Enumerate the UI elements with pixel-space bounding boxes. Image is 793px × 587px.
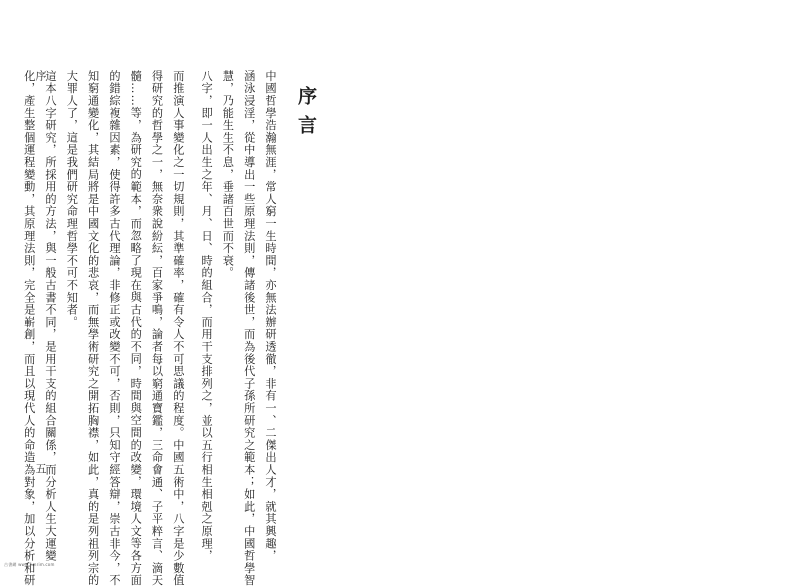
text-column: 這本八字研究，所採用的方法，與一般古書不同，是用干支的組合關係，而分析人生大運變 [44,70,58,562]
text-column: 得研究的哲學之一，無奈衆說紛紜，百家爭鳴，論者每以窮通寶鑑，三命會通、子平粹言、滴天 [150,70,164,587]
text-column: 化，產生整個運程變動，其原理法則，完全是嶄創，而且以現代人的命造為對象，加以分析和研 [22,70,36,587]
text-column: 中國哲學浩瀚無涯，常人窮一生時間，亦無法辦研透徹，非有一、二傑出人才，就其興趣， [264,70,277,562]
text-column: 髓……等，為研究的範本，而忽略了現在與古代的不同，時間與空間的改變，環境人文等各方面 [129,70,143,587]
text-column: 涵泳浸淫，從中導出一些原理法則，傳諸後世，而為後代子孫所研究之範本；如此，中國哲學智 [242,70,256,587]
watermark-text: 古書網 www.funrim.com [4,562,55,567]
text-column: 的錯綜複雜因素，使得許多古代理論，非修正或改變不可，否則，只知守經答辯，崇古非今，不 [107,70,121,587]
text-column: 大罪人了，這是我們研究命理哲學不可不知者。 [65,70,79,329]
text-column: 慧，乃能生生不息，垂諸百世而不衰。 [221,70,235,280]
text-column: 而推演人事變化之一切規則，其準確率，確有令人不可思議的程度。中國五術中，八字是少數值 [171,70,185,587]
text-column: 八字，即一人出生之年、月、日、時的組合，而用干支排列之，並以五行相生相剋之原理， [200,70,214,562]
page-title: 序言 [295,86,317,144]
section-marker: 序 [34,70,47,81]
page-number: 五 [34,463,47,474]
text-column: 知窮通變化，其結局將是中國文化的悲哀，而無學術研究之開拓胸襟，如此，真的是列祖列宗的 [86,70,100,587]
